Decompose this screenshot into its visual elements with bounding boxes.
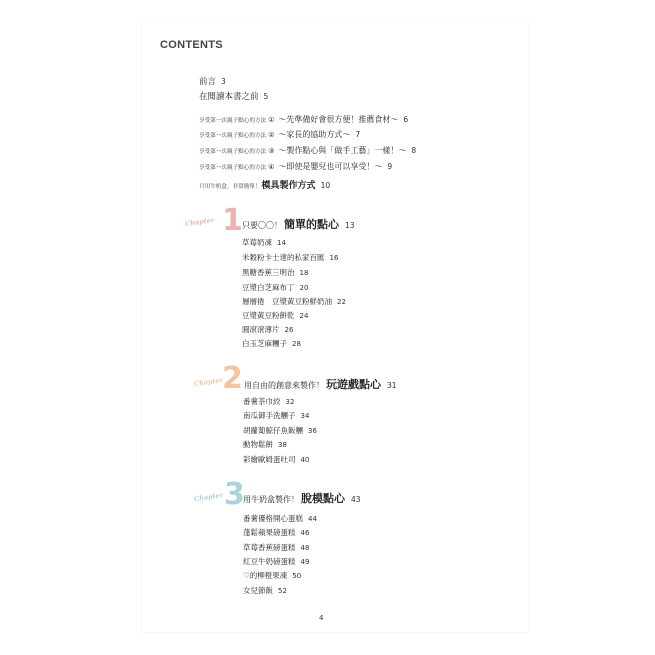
toc-entry-preface <box>199 75 226 87</box>
recipe-label: 番薯茶巾絞 <box>243 397 281 406</box>
chapter-number: 3 <box>224 477 245 512</box>
recipe-page: 36 <box>308 427 317 435</box>
recipe-item <box>243 410 309 421</box>
chapter-lead: 用牛奶盒製作！ <box>243 495 299 504</box>
recipe-page: 16 <box>329 254 339 262</box>
chapter-word: Chapter <box>184 216 215 228</box>
recipe-label: 南瓜御手洗糰子 <box>243 411 296 420</box>
recipe-page: 14 <box>277 239 286 247</box>
mold-title: 模具製作方式 <box>261 181 316 191</box>
recipe-label: 女兒節飯 <box>243 586 273 595</box>
mold-prefix: 只用牛奶盒，非常簡單！ <box>199 184 261 190</box>
recipe-page: 40 <box>300 456 310 464</box>
recipe-label: 黑糖香蕉三明治 <box>242 268 295 277</box>
recipe-item <box>243 527 309 538</box>
method-title: ～先準備好會很方便！推薦食材～ <box>278 115 399 124</box>
recipe-item <box>242 267 308 278</box>
recipe-item <box>242 237 286 248</box>
chapter-heading <box>244 376 397 392</box>
method-number: ④ <box>268 163 275 171</box>
recipe-item <box>242 338 301 349</box>
recipe-label: 動物鬆餅 <box>243 440 273 449</box>
recipe-item <box>243 396 294 407</box>
recipe-label: 草莓香蕉磅蛋糕 <box>243 543 296 552</box>
toc-entry-method-2 <box>199 129 360 140</box>
recipe-item <box>242 324 293 335</box>
chapter-heading <box>243 490 361 506</box>
recipe-label: 豆漿黃豆粉餅乾 <box>242 311 295 320</box>
chapter-heading <box>242 216 355 232</box>
method-prefix: 享受第一次親子點心的方法 <box>199 149 267 155</box>
chapter-lead: 只要〇〇！ <box>242 221 282 230</box>
method-title: ～即使是嬰兒也可以享受！～ <box>278 162 383 171</box>
chapter-title: 簡單的點心 <box>284 218 339 231</box>
recipe-page: 46 <box>300 529 310 537</box>
method-number: ② <box>268 131 275 139</box>
recipe-item <box>243 513 317 524</box>
chapter-title: 玩遊戲點心 <box>326 378 381 391</box>
recipe-label: 圓滾滾薄片 <box>242 325 280 334</box>
toc-entry-method-3 <box>199 145 416 156</box>
recipe-page: 48 <box>300 544 310 552</box>
recipe-page: 26 <box>284 326 294 334</box>
method-prefix: 享受第一次親子點心的方法 <box>199 118 267 124</box>
method-prefix: 享受第一次親子點心的方法 <box>199 133 267 139</box>
recipe-item <box>243 542 309 553</box>
recipe-item <box>243 439 287 450</box>
entry-label: 在閱讀本書之前 <box>199 92 259 102</box>
recipe-label: 白玉芝麻糰子 <box>242 339 287 348</box>
chapter-page: 13 <box>345 221 355 230</box>
recipe-item <box>242 282 308 293</box>
chapter-page: 43 <box>351 495 361 504</box>
method-number: ③ <box>268 147 275 155</box>
entry-page: 9 <box>387 162 393 171</box>
recipe-item <box>243 570 301 581</box>
recipe-label: 豆漿白芝麻布丁 <box>242 283 295 292</box>
recipe-page: 24 <box>299 312 309 320</box>
recipe-label: 紅豆牛奶磅蛋糕 <box>243 557 296 566</box>
toc-entry-before-reading <box>199 90 268 102</box>
method-number: ① <box>268 116 275 124</box>
page-number: 4 <box>319 614 324 622</box>
recipe-item <box>243 425 317 436</box>
recipe-label: 彩繪歐姆蛋吐司 <box>243 455 296 464</box>
chapter-number: 2 <box>222 361 243 396</box>
recipe-label: ♡的柳橙果凍 <box>243 571 288 580</box>
recipe-label: 蓬鬆蘋果磅蛋糕 <box>243 528 296 537</box>
entry-page: 10 <box>320 181 331 190</box>
recipe-label: 層層捲 豆漿黃豆粉鮮奶油 <box>242 297 332 306</box>
entry-page: 3 <box>221 77 226 86</box>
toc-entry-mold <box>199 178 330 191</box>
recipe-item <box>242 252 338 263</box>
recipe-item <box>243 454 309 465</box>
method-prefix: 享受第一次親子點心的方法 <box>199 165 267 171</box>
chapter-lead: 用自由的創意來製作！ <box>244 381 324 390</box>
recipe-item <box>242 310 308 321</box>
chapter-number: 1 <box>222 203 243 238</box>
entry-page: 7 <box>355 130 361 139</box>
recipe-page: 18 <box>299 269 309 277</box>
toc-entry-method-1 <box>199 114 408 125</box>
recipe-item <box>243 585 287 596</box>
recipe-page: 50 <box>292 572 302 580</box>
recipe-item <box>243 556 309 567</box>
recipe-page: 34 <box>300 412 310 420</box>
recipe-item <box>242 296 346 307</box>
recipe-label: 胡蘿蔔鯨仔魚飯糰 <box>243 426 303 435</box>
entry-page: 6 <box>403 115 409 124</box>
toc-entry-method-4 <box>199 161 392 172</box>
recipe-label: 草莓奶凍 <box>242 238 272 247</box>
chapter-word: Chapter <box>193 376 224 388</box>
recipe-page: 38 <box>278 441 287 449</box>
chapter-title: 脫模點心 <box>301 492 345 505</box>
recipe-page: 22 <box>337 298 346 306</box>
chapter-word: Chapter <box>193 491 224 503</box>
entry-page: 8 <box>411 146 417 155</box>
recipe-page: 28 <box>292 340 301 348</box>
entry-label: 前言 <box>199 77 217 87</box>
method-title: ～製作點心與「做手工藝」一樣！～ <box>278 146 407 155</box>
entry-page: 5 <box>263 92 269 101</box>
recipe-label: 米穀粉卡士達的私家百匯 <box>242 253 325 262</box>
recipe-page: 32 <box>285 398 295 406</box>
chapter-page: 31 <box>387 381 397 390</box>
method-title: ～家長的協助方式～ <box>278 130 351 139</box>
recipe-label: 番薯優格開心蛋糕 <box>243 514 303 523</box>
recipe-page: 44 <box>308 515 317 523</box>
recipe-page: 20 <box>299 284 309 292</box>
recipe-page: 52 <box>278 587 287 595</box>
contents-heading: CONTENTS <box>160 39 223 51</box>
recipe-page: 49 <box>300 558 310 566</box>
